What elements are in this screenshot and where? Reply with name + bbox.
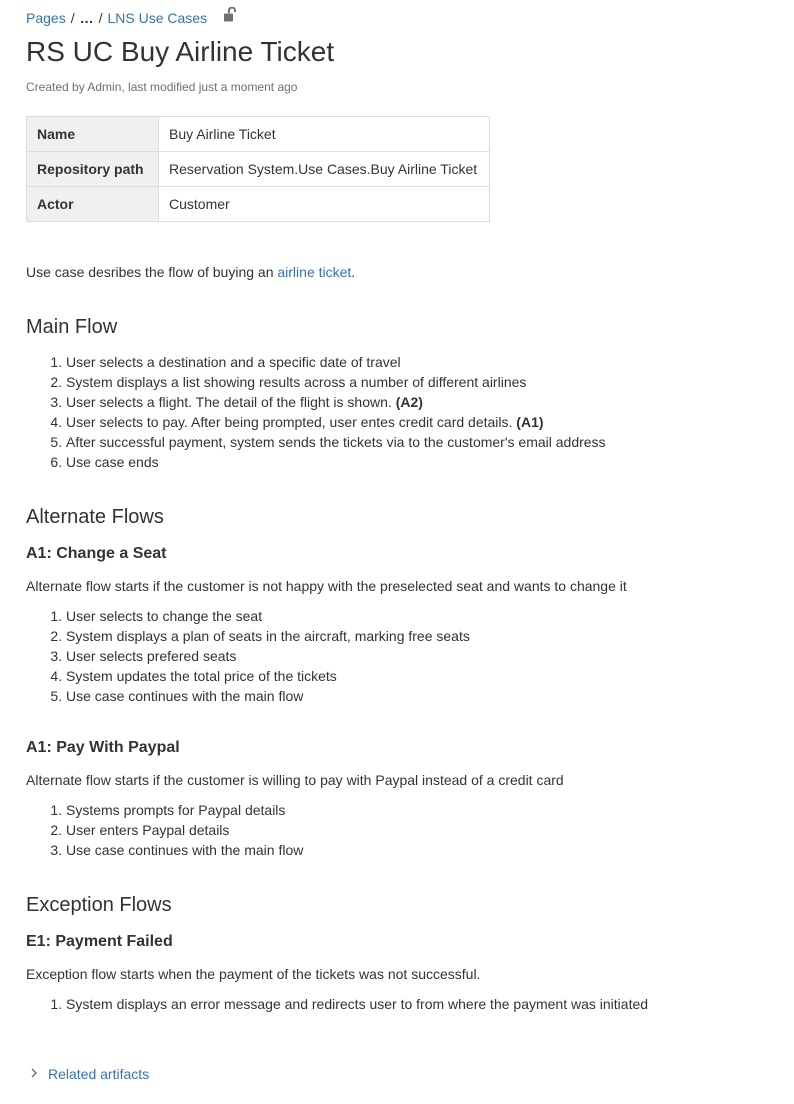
page-metadata: Created by Admin, last modified just a moment ago xyxy=(26,80,298,94)
step-text: User selects a flight. The detail of the flight is shown. xyxy=(66,394,396,410)
table-cell: Reservation System.Use Cases.Buy Airline Ticket xyxy=(159,152,490,187)
list-item xyxy=(66,352,606,372)
table-row xyxy=(27,152,490,187)
flow-title: A1: Pay With Paypal xyxy=(26,739,180,756)
step-text: User selects a destination and a specific date of travel xyxy=(66,354,401,370)
main-flow-heading: Main Flow xyxy=(26,316,118,338)
list-item: 3. Use case continues with the main flow xyxy=(66,840,303,860)
exception-flows-heading: Exception Flows xyxy=(26,894,172,916)
table-cell: Customer xyxy=(159,187,490,222)
list-item: 2. User enters Paypal details xyxy=(66,820,303,840)
list-item xyxy=(66,392,606,412)
related-artifacts-link[interactable]: Related artifacts xyxy=(48,1066,150,1082)
step-ref: (A2) xyxy=(395,394,423,410)
table-row xyxy=(27,117,490,152)
breadcrumb-pages-link[interactable]: Pages xyxy=(26,10,66,26)
list-item xyxy=(66,372,606,392)
list-item xyxy=(66,432,606,452)
flow-steps-list xyxy=(26,800,303,860)
flow-title: E1: Payment Failed xyxy=(26,933,173,950)
step-text: Use case ends xyxy=(66,454,159,470)
related-artifacts-toggle[interactable] xyxy=(30,1066,149,1082)
unlock-icon[interactable] xyxy=(223,7,237,25)
list-item: 5. Use case continues with the main flow xyxy=(66,686,470,706)
table-header-cell: Repository path xyxy=(27,152,159,187)
intro-text: Use case desribes the flow of buying an xyxy=(26,264,278,280)
list-item: 1. User selects to change the seat xyxy=(66,606,470,626)
flow-steps-list xyxy=(26,606,470,706)
flow-steps-list xyxy=(26,994,648,1014)
alternate-flows-heading: Alternate Flows xyxy=(26,506,164,528)
list-item: 1. Systems prompts for Paypal details xyxy=(66,800,303,820)
flow-description: Exception flow starts when the payment of the tickets was not successful. xyxy=(26,966,481,982)
list-item: 1. System displays an error message and redirects user to from where the payment was initiated xyxy=(66,994,648,1014)
chevron-right-icon xyxy=(30,1067,38,1081)
step-text: User selects to pay. After being prompted, user entes credit card details. xyxy=(66,414,517,430)
flow-title: A1: Change a Seat xyxy=(26,545,167,562)
intro-end: . xyxy=(351,264,356,280)
breadcrumb-parent-link[interactable]: LNS Use Cases xyxy=(107,10,208,26)
page-title: RS UC Buy Airline Ticket xyxy=(26,36,335,67)
breadcrumb-separator: / xyxy=(98,10,103,26)
breadcrumb xyxy=(26,9,237,27)
table-row xyxy=(27,187,490,222)
step-text: After successful payment, system sends the tickets via to the customer's email address xyxy=(66,434,606,450)
step-text: System displays a list showing results across a number of different airlines xyxy=(66,374,527,390)
list-item: 4. System updates the total price of the tickets xyxy=(66,666,470,686)
properties-table xyxy=(26,116,490,222)
breadcrumb-ellipsis-button[interactable]: … xyxy=(79,10,94,26)
list-item: 2. System displays a plan of seats in the aircraft, marking free seats xyxy=(66,626,470,646)
intro-paragraph xyxy=(26,264,355,280)
step-ref: (A1) xyxy=(516,414,544,430)
table-cell: Buy Airline Ticket xyxy=(159,117,490,152)
table-header-cell: Name xyxy=(27,117,159,152)
breadcrumb-separator: / xyxy=(70,10,75,26)
flow-description: Alternate flow starts if the customer is willing to pay with Paypal instead of a credit card xyxy=(26,772,564,788)
flow-description: Alternate flow starts if the customer is not happy with the preselected seat and wants to change it xyxy=(26,578,627,594)
list-item xyxy=(66,452,606,472)
main-flow-list xyxy=(26,352,606,472)
table-header-cell: Actor xyxy=(27,187,159,222)
airline-ticket-link[interactable]: airline ticket xyxy=(277,264,352,280)
list-item: 3. User selects prefered seats xyxy=(66,646,470,666)
list-item xyxy=(66,412,606,432)
